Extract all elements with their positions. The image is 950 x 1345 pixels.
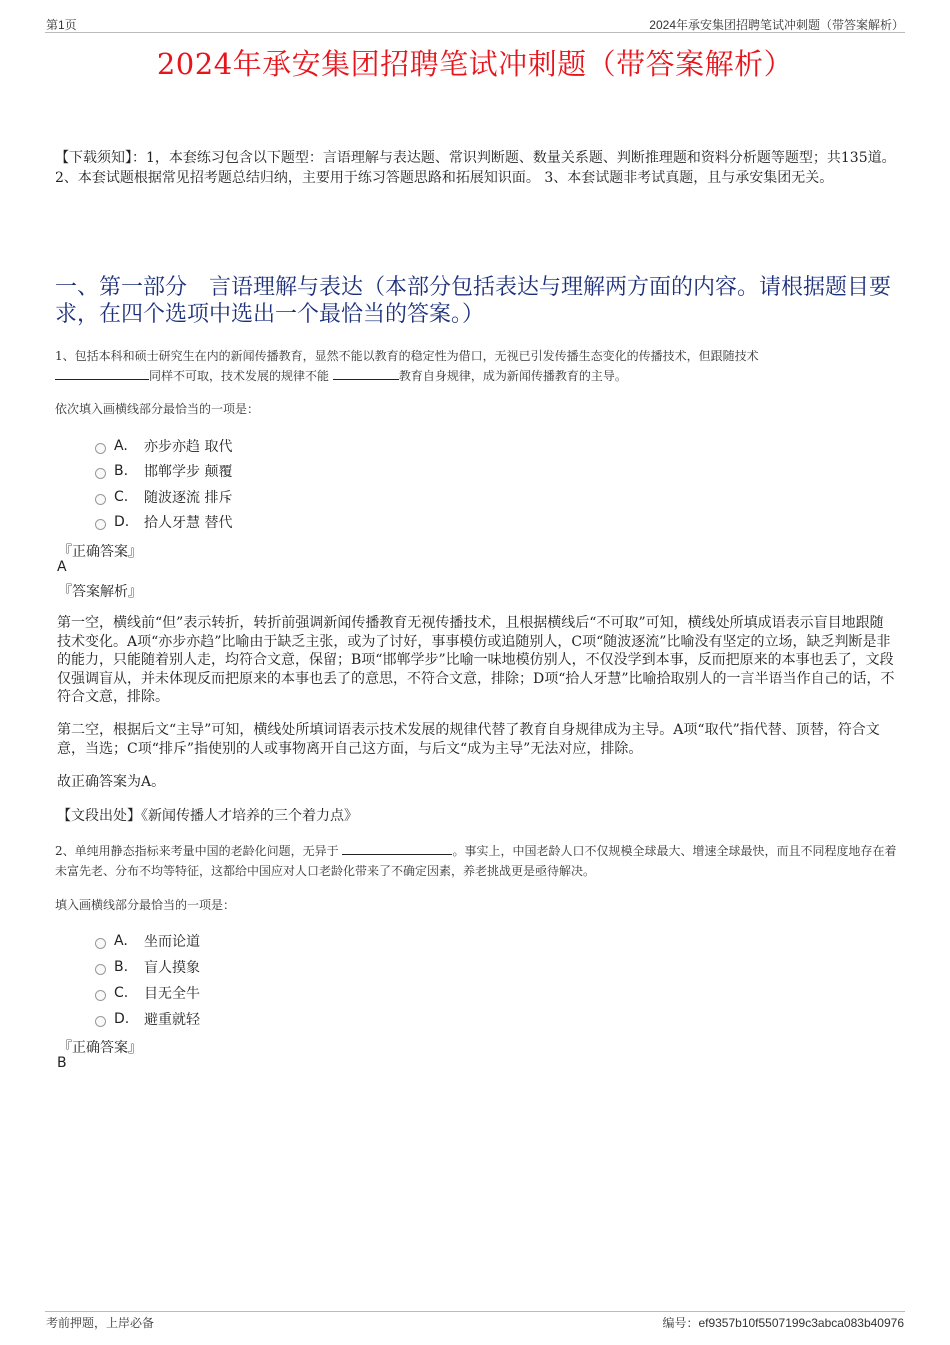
radio-icon[interactable]: [95, 494, 106, 505]
analysis-paragraph-1: 第一空，横线前“但”表示转折，转折前强调新闻传播教育无视传播技术，且根据横线后“不可取”可知，横线处所填成语表示盲目地跟随技术变化。A项“亦步亦趋”比喻由于缺乏主张，或为了讨好，事事模仿或追随别人，C项“随波逐流”比喻没有坚定的立场，缺乏判断是非的能力，只能随着别人走，均符合文意，保留；B项“邯郸学步”比喻一味地模仿别人，不仅没学到本事，反而把原来的本事也丢了，文段仅强调盲从，并未体现反而把原来的本事也丢了的意思，不符合文意，排除；D项“拾人牙慧”比喻拾取别人的一言半语当作自己的话，不符合文意，排除。: [57, 615, 895, 705]
correct-answer: B: [57, 1055, 67, 1071]
analysis-label: 『答案解析』: [58, 584, 142, 600]
option-text: 拾人牙慧 替代: [144, 515, 233, 531]
option-letter: B.: [114, 959, 129, 975]
correct-answer: A: [57, 559, 67, 575]
radio-icon[interactable]: [95, 964, 106, 975]
option-c[interactable]: [95, 487, 232, 507]
footer-id: [662, 1314, 904, 1331]
option-a[interactable]: [95, 931, 200, 951]
radio-icon[interactable]: [95, 519, 106, 530]
blank-2: [333, 367, 399, 380]
option-text: 盲人摸象: [144, 960, 200, 976]
option-letter: A.: [114, 933, 128, 949]
radio-icon[interactable]: [95, 443, 106, 454]
download-notice: 【下载须知】：1，本套练习包含以下题型：言语理解与表达题、常识判断题、数量关系题、判断推理题和资料分析题等题型；共135道。 2、本套试题根据常见招考题总结归纳，主要用于练习答题思路和拓展知识面。 3、本套试题非考试真题，且与承安集团无关。: [55, 150, 896, 186]
section-heading: 一、第一部分 言语理解与表达（本部分包括表达与理解两方面的内容。请根据题目要求，在四个选项中选出一个最恰当的答案。）: [55, 275, 892, 327]
blank-1: [342, 842, 452, 855]
option-letter: C.: [114, 489, 129, 505]
analysis-paragraph-2: 第二空，根据后文“主导”可知，横线处所填词语表示技术发展的规律代替了教育自身规律成为主导。A项“取代”指代替、顶替，符合文意，当选；C项“排斥”指使别的人或事物离开自己这方面，与后文“成为主导”无法对应，排除。: [57, 722, 880, 757]
id-label: 编号：: [662, 1316, 699, 1330]
correct-answer-label: 『正确答案』: [58, 544, 142, 560]
radio-icon[interactable]: [95, 990, 106, 1001]
option-letter: A.: [114, 438, 128, 454]
option-text: 邯郸学步 颠覆: [144, 464, 233, 480]
header-doc-title: 2024年承安集团招聘笔试冲刺题（带答案解析）: [649, 18, 904, 32]
question-1-prompt: 依次填入画横线部分最恰当的一项是：: [55, 402, 260, 416]
page-number: 第1页: [46, 18, 77, 32]
id-value: ef9357b10f5507199c3abca083b40976: [698, 1316, 904, 1330]
option-d[interactable]: [95, 512, 232, 532]
stem-text: 。事实上，中国老龄人口不仅规模全球最大、增速全球最快，而且不同程度地存在着未富先老、分布不均等特征，这都给中国应对人口老龄化带来了不确定因素，养老挑战更是亟待解决。: [55, 844, 897, 878]
option-b[interactable]: [95, 461, 232, 481]
stem-text: 同样不可取，技术发展的规律不能: [149, 369, 330, 383]
option-letter: C.: [114, 985, 129, 1001]
option-text: 坐而论道: [144, 934, 200, 950]
header-divider: [45, 32, 905, 33]
radio-icon[interactable]: [95, 1016, 106, 1027]
question-1-stem: [55, 346, 905, 386]
option-letter: D.: [114, 1011, 130, 1027]
option-c[interactable]: [95, 983, 200, 1003]
option-text: 随波逐流 排斥: [144, 490, 233, 506]
blank-1: [55, 367, 149, 380]
source: 【文段出处】《新闻传播人才培养的三个着力点》: [57, 808, 358, 824]
footer-slogan: 考前押题，上岸必备: [46, 1316, 155, 1330]
option-letter: D.: [114, 514, 130, 530]
stem-text: 教育自身规律，成为新闻传播教育的主导。: [398, 369, 627, 383]
radio-icon[interactable]: [95, 938, 106, 949]
option-a[interactable]: [95, 436, 232, 456]
radio-icon[interactable]: [95, 468, 106, 479]
question-2-prompt: 填入画横线部分最恰当的一项是：: [55, 898, 236, 912]
option-d[interactable]: [95, 1009, 200, 1029]
option-text: 避重就轻: [144, 1012, 200, 1028]
stem-text: 1、包括本科和硕士研究生在内的新闻传播教育，显然不能以教育的稳定性为借口，无视已引发传播生态变化的传播技术，但跟随技术: [55, 349, 759, 363]
option-letter: B.: [114, 463, 129, 479]
document-title: 2024年承安集团招聘笔试冲刺题（带答案解析）: [156, 47, 794, 81]
option-text: 亦步亦趋 取代: [144, 439, 233, 455]
stem-text: 2、单纯用静态指标来考量中国的老龄化问题，无异于: [55, 844, 339, 858]
question-2-stem: [55, 841, 905, 881]
conclusion: 故正确答案为A。: [57, 774, 166, 790]
correct-answer-label: 『正确答案』: [58, 1040, 142, 1056]
option-b[interactable]: [95, 957, 200, 977]
option-text: 目无全牛: [144, 986, 200, 1002]
footer-divider: [45, 1311, 905, 1312]
